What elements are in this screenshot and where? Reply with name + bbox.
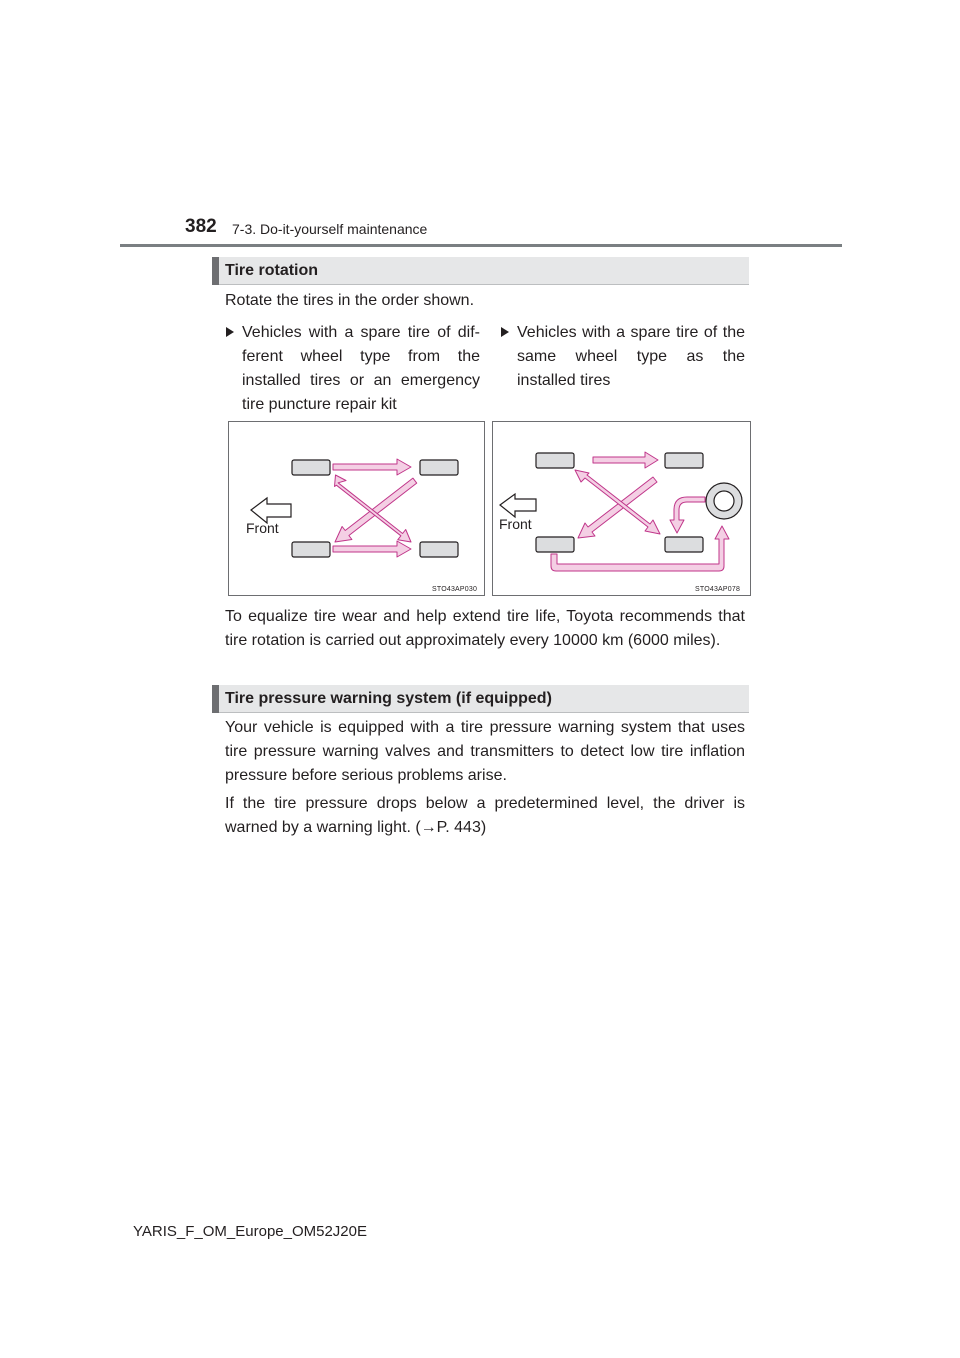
tire-rotation-intro: Rotate the tires in the order shown. <box>225 292 475 309</box>
bullet-arrow-icon <box>501 327 509 337</box>
rotation-arrow-icon <box>593 452 658 468</box>
tire-rotation-heading: Tire rotation <box>212 257 749 285</box>
rotation-recommendation: To equalize tire wear and help extend tire life, Toyota recommends that tire rotation is carried out approximately every 10000 km (6000 miles). <box>225 608 745 649</box>
tire-rear-right <box>420 542 458 557</box>
bullet-left <box>226 321 480 417</box>
rotation-arrow-icon <box>575 470 660 534</box>
tire-rear-right <box>665 537 703 552</box>
tpws-para-2: If the tire pressure drops below a predetermined level, the driver is warned by a warning light. (→P. 443) <box>225 795 745 836</box>
rotation-diagram-right-graphic <box>493 422 752 597</box>
rotation-arrow-icon <box>333 541 411 557</box>
section-title: 7-3. Do-it-yourself maintenance <box>232 221 428 237</box>
page-number: 382 <box>185 216 217 237</box>
rotation-arrow-icon <box>578 477 657 538</box>
diagram-code-left: STO43AP030 <box>432 586 478 593</box>
spare-tire-icon <box>706 483 742 519</box>
header-rule <box>120 244 842 247</box>
bullet-left-text: Vehicles with a spare tire of dif-ferent wheel type from the installed tires or an emergency tire puncture repair kit <box>242 324 480 413</box>
rotation-diagram-left-graphic <box>229 422 486 597</box>
bullet-arrow-icon <box>226 327 234 337</box>
footer-doc-id: YARIS_F_OM_Europe_OM52J20E <box>133 1223 368 1240</box>
tire-rear-left <box>665 453 703 468</box>
tpws-heading: Tire pressure warning system (if equipped) <box>212 685 749 713</box>
tire-front-right <box>536 537 574 552</box>
rotation-arrow-icon <box>333 459 411 475</box>
bullet-right-text: Vehicles with a spare tire of the same wheel type as the installed tires <box>517 324 745 389</box>
rotation-diagram-right <box>492 421 751 596</box>
bullet-right <box>501 321 745 393</box>
diagram-code-right: STO43AP078 <box>695 586 741 593</box>
tire-front-right <box>292 542 330 557</box>
rotation-diagram-left <box>228 421 485 596</box>
front-arrow-icon <box>500 494 536 517</box>
tire-front-left <box>292 460 330 475</box>
tire-rear-left <box>420 460 458 475</box>
front-label-left: Front <box>246 520 279 536</box>
front-label-right: Front <box>499 516 532 532</box>
tire-front-left <box>536 453 574 468</box>
rotation-arrow-icon <box>670 497 705 533</box>
tpws-para-1: Your vehicle is equipped with a tire pressure warning system that uses tire pressure warning valves and transmitters to detect low tire inflation pressure before serious problems arise. <box>225 719 745 784</box>
